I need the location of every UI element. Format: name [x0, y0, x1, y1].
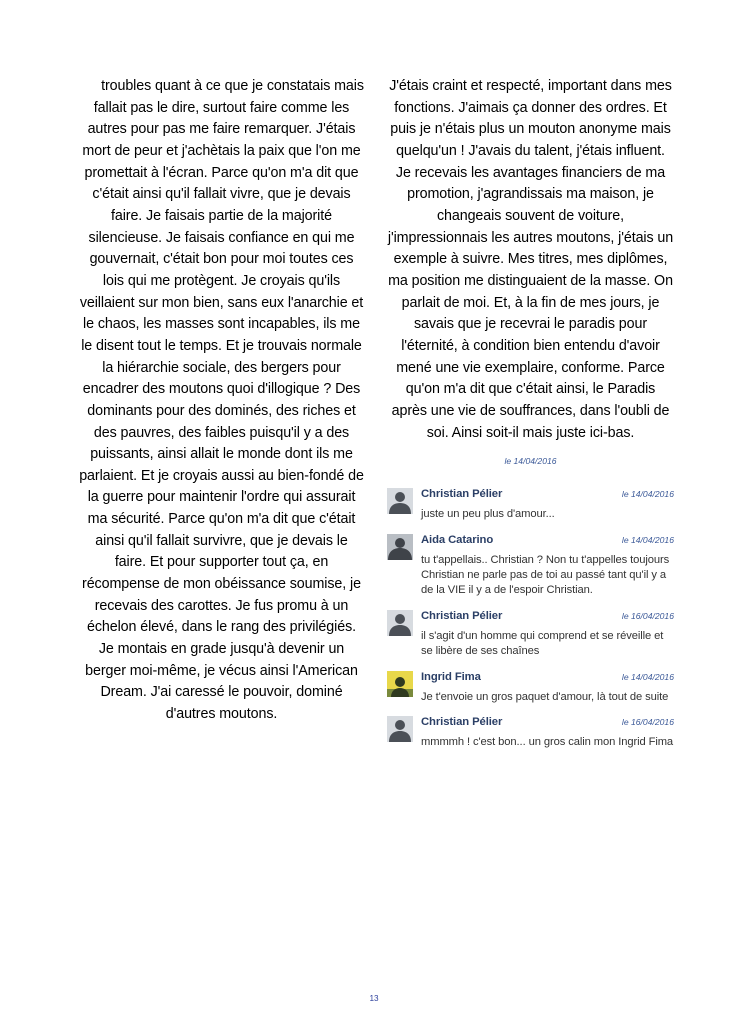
comment-item [387, 610, 674, 659]
avatar [387, 534, 413, 560]
right-column-text: J'étais craint et respecté, important dans mes fonctions. J'aimais ça donner des ordres. Et puis je n'étais plus un mouton anonyme mais quelqu'un ! J'avais du talent, j'étais influent. Je recevais les avantages financiers de ma promotion, j'agrandissais ma maison, je changeais souvent de voiture, j'impressionnais les autres moutons, j'étais un exemple à suivre. Mes titres, mes diplômes, ma position me distinguaient de la masse. On parlait de moi. Et, à la fin de mes jours, je savais que je recevrai le paradis pour l'éternité, à condition bien entendu d'avoir mené une vie exemplaire, conforme. Parce qu'on m'a dit que c'était ainsi, le Paradis après une vie de souffrances, dans l'oubli de soi. Ainsi soit-il mais juste ici-bas. [387, 78, 674, 441]
person-avatar-icon [387, 716, 413, 742]
post-date: le 14/04/2016 [504, 456, 557, 467]
comment-text: Je t'envoie un gros paquet d'amour, là tout de suite [421, 690, 669, 703]
person-avatar-icon [387, 671, 413, 697]
left-column-paragraph [78, 76, 365, 726]
comment-date: le 16/04/2016 [621, 717, 674, 728]
page-number: 13 [369, 994, 379, 1003]
comment-header [421, 610, 674, 626]
comment-header [421, 488, 674, 504]
comments-list [387, 488, 674, 750]
comment-date: le 14/04/2016 [621, 671, 674, 682]
person-avatar-icon [387, 534, 413, 560]
comment-text: juste un peu plus d'amour... [421, 508, 555, 521]
right-text-column [387, 76, 674, 762]
comment-author[interactable]: Christian Pélier [421, 716, 503, 729]
left-text-column [78, 76, 365, 726]
comment-item [387, 671, 674, 705]
avatar [387, 610, 413, 636]
comment-text: tu t'appellais.. Christian ? Non tu t'appelles toujours Christian ne parle pas de toi au passé tant qu'il y a de la VIE il y a de l'espoir Christian. [421, 554, 670, 596]
comment-author[interactable]: Christian Pélier [421, 488, 503, 501]
comment-date: le 14/04/2016 [621, 535, 674, 546]
comment-text: il s'agit d'un homme qui comprend et se réveille et se libère de ses chaînes [421, 629, 664, 657]
left-column-text: troubles quant à ce que je constatais mais fallait pas le dire, surtout faire comme les autres pour pas me faire remarquer. J'étais mort de peur et j'achètais la paix que l'on me promettait à l'écran. Parce qu'on m'a dit que c'était ainsi qu'il fallait vivre, que je devais faire. Je faisais partie de la majorité silencieuse. Je faisais confiance en qui me gouvernait, c'était bon pour moi toutes ces lois qui me protègent. Je croyais qu'ils veillaient sur mon bien, sans eux l'anarchie et le chaos, les masses sont incapables, ils me le disent tout le temps. Et je trouvais normale la hiérarchie sociale, des bergers pour encadrer des moutons quoi d'illogique ? Des dominants pour des dominés, des riches et des pauvres, des faibles puisqu'il y a des puissants, ainsi allait le monde dont ils me parlaient. Et je croyais aussi au bien-fondé de la guerre pour maintenir l'ordre qui assurait ma sécurité. Parce qu'on m'a dit que c'était ainsi qu'il fallait survivre, que je devais le faire. Et pour supporter tout ça, en récompense de mon obéissance soumise, je recevais des carottes. Je fus promu à un échelon élevé, dans le rang des privilégiés. Je montais en grade jusqu'à devenir un berger moi-même, je vécus ainsi l'American Dream. J'ai caressé le pouvoir, dominé d'autres moutons. [79, 78, 364, 723]
comment-item [387, 716, 674, 750]
two-column-layout [78, 76, 674, 762]
comment-header [421, 671, 674, 687]
avatar [387, 488, 413, 514]
avatar [387, 716, 413, 742]
comment-author[interactable]: Ingrid Fima [421, 670, 481, 683]
comment-item [387, 488, 674, 522]
person-avatar-icon [387, 610, 413, 636]
right-column-paragraph [387, 76, 674, 444]
person-avatar-icon [387, 488, 413, 514]
comment-header [421, 534, 674, 550]
comment-item [387, 534, 674, 598]
avatar [387, 671, 413, 697]
comment-author[interactable]: Aida Catarino [421, 534, 494, 547]
comment-date: le 16/04/2016 [621, 610, 674, 621]
comment-date: le 14/04/2016 [621, 489, 674, 500]
comment-author[interactable]: Christian Pélier [421, 609, 503, 622]
comment-text: mmmmh ! c'est bon... un gros calin mon Ingrid Fima [421, 736, 674, 749]
comment-header [421, 716, 674, 732]
